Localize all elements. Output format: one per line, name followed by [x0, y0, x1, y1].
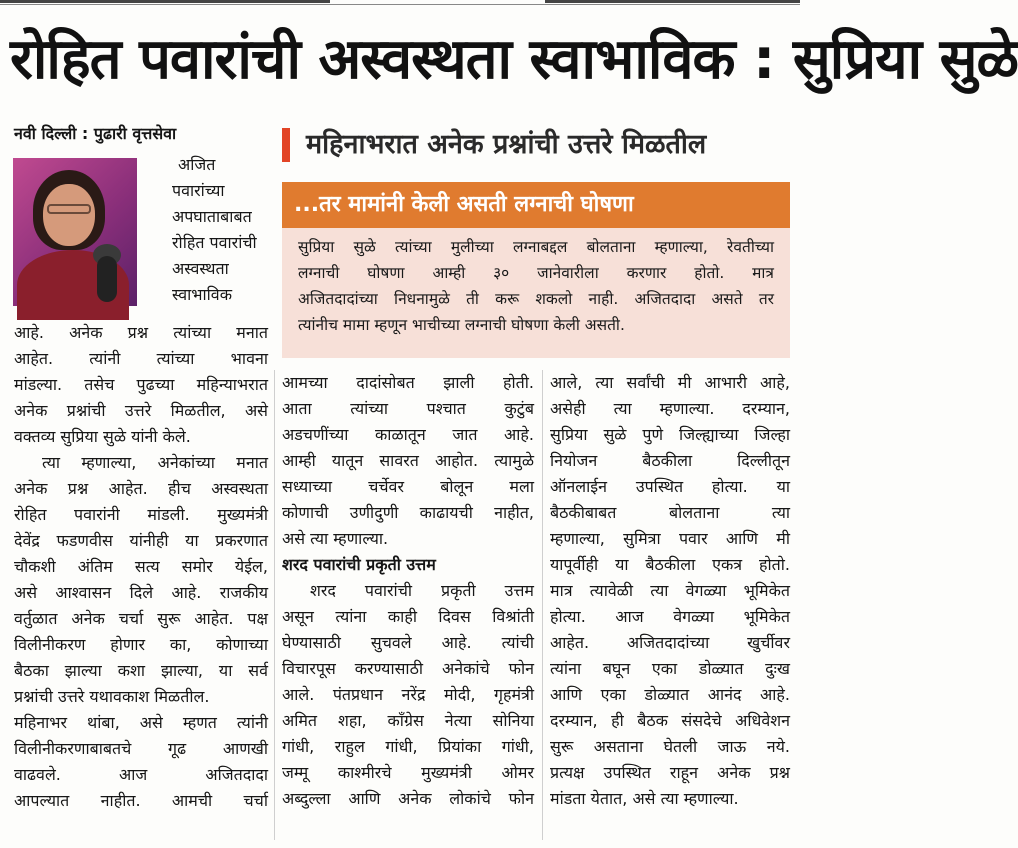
column-2-line: आमच्या दादांसोबत झाली होती.: [282, 373, 534, 392]
column-3: [550, 370, 790, 812]
column-3-line: दरम्यान, ही बैठक संसदेचे अधिवेशन: [550, 711, 790, 730]
column-divider: [542, 370, 543, 840]
column-1-line: वाढवले. आज अजितदादा: [14, 765, 268, 784]
column-2-line: गांधी, राहुल गांधी, प्रियांका गांधी,: [282, 737, 534, 756]
inset-line: त्यांनीच मामा म्हणून भाचीच्या लग्नाची घोषणा केली असती.: [298, 316, 625, 334]
column-1-line: आहे. अनेक प्रश्न त्यांच्या मनात: [14, 323, 268, 342]
speaker-photo: [13, 158, 137, 306]
column-1-line: विलीनीकरण होणार का, कोणाच्या: [14, 635, 268, 654]
column-3-line: प्रत्यक्ष उपस्थित राहून अनेक प्रश्न: [550, 763, 790, 782]
column-2-line: जम्मू काश्मीरचे मुख्यमंत्री ओमर: [282, 763, 534, 782]
column-1-line: आहेत. त्यांनी त्यांच्या भावना: [14, 349, 268, 368]
column-1-line: विलीनीकरणाबाबतचे गूढ आणखी: [14, 739, 268, 758]
inset-line: अजितदादांच्या निधनामुळे ती करू शकलो नाही. अजितदादा असते तर: [298, 290, 774, 308]
column-3-line: असेही त्या म्हणाल्या. दरम्यान,: [550, 399, 790, 418]
column-3-line: आणि एका डोळ्यात आनंद आहे.: [550, 685, 790, 704]
column-2-line: अडचणींच्या काळातून जात आहे.: [282, 425, 534, 444]
inset-line: सुप्रिया सुळे त्यांच्या मुलीच्या लग्नाबद्दल बोलताना म्हणाल्या, रेवतीच्या: [298, 238, 774, 256]
column-3-line: आले, त्या सर्वांची मी आभारी आहे,: [550, 373, 790, 392]
column-2-line: विचारपूस करण्यासाठी अनेकांचे फोन: [282, 659, 534, 678]
subhead-text: महिनाभरात अनेक प्रश्नांची उत्तरे मिळतील: [306, 129, 707, 160]
intro-text: [172, 152, 268, 308]
headline: रोहित पवारांची अस्वस्थता स्वाभाविक : सुप्रिया सुळे: [10, 27, 1018, 92]
column-3-line: मांडता येतात, असे त्या म्हणाल्या.: [550, 789, 739, 808]
intro-line: पवारांच्या: [172, 181, 225, 200]
inset-box: [282, 182, 790, 358]
column-1-line: अनेक प्रश्न आहेत. हीच अस्वस्थता: [14, 479, 268, 498]
column-2-line: सध्याच्या चर्चेवर बोलून मला: [282, 477, 534, 496]
column-2-line: आले. पंतप्रधान नरेंद्र मोदी, गृहमंत्री: [282, 685, 534, 704]
column-1-line: प्रश्नांची उत्तरे यथावकाश मिळतील.: [14, 687, 210, 706]
intro-line: अस्वस्थता: [172, 259, 229, 278]
column-divider: [274, 370, 275, 840]
column-3-line: त्यांना बघून एका डोळ्यात दुःख: [550, 659, 790, 678]
column-1: [14, 320, 268, 814]
column-2-line: अब्दुल्ला आणि अनेक लोकांचे फोन: [282, 789, 534, 808]
intro-line: अपघाताबाबत: [172, 207, 252, 226]
column-1-line: मांडल्या. तसेच पुढच्या महिन्याभरात: [14, 375, 268, 394]
column-3-line: म्हणाल्या, सुमित्रा पवार आणि मी: [550, 529, 790, 548]
column-1-line: बैठका झाल्या कशा झाल्या, या सर्व: [14, 661, 268, 680]
column-2-line: असे त्या म्हणाल्या.: [282, 529, 389, 548]
column-3-line: सुप्रिया सुळे पुणे जिल्ह्याच्या जिल्हा: [550, 425, 790, 444]
column-1-line: देवेंद्र फडणवीस यांनीही या प्रकरणात: [14, 531, 268, 550]
intro-line: अजित: [178, 155, 216, 174]
intro-line: स्वाभाविक: [172, 285, 232, 304]
column-3-line: नियोजन बैठकीला दिल्लीतून: [550, 451, 790, 470]
column-1-line: चौकशी अंतिम सत्य समोर येईल,: [14, 557, 268, 576]
column-1-line: असे आश्वासन दिले आहे. राजकीय: [14, 583, 268, 602]
column-1-line: महिनाभर थांबा, असे म्हणत त्यांनी: [14, 713, 268, 732]
column-2: [282, 370, 534, 812]
intro-line: रोहित पवारांची: [172, 233, 257, 252]
section-heading: शरद पवारांची प्रकृती उत्तम: [282, 555, 436, 574]
column-2-line: अमित शहा, काँग्रेस नेत्या सोनिया: [282, 711, 534, 730]
column-3-line: होत्या. आज वेगळ्या भूमिकेत: [550, 607, 790, 626]
column-3-line: बैठकीबाबत बोलताना त्या: [550, 503, 790, 522]
column-3-line: मात्र त्यावेळी त्या वेगळ्या भूमिकेत: [550, 581, 790, 600]
column-3-line: सुरू असताना घेतली जाऊ नये.: [550, 737, 790, 756]
column-1-line: रोहित पवारांनी मांडली. मुख्यमंत्री: [14, 505, 268, 524]
inset-heading: ...तर मामांनी केली असती लग्नाची घोषणा: [282, 182, 790, 228]
column-2-line: आम्ही यातून सावरत आहोत. त्यामुळे: [282, 451, 534, 470]
top-rule-left: [0, 0, 330, 3]
top-rule: [0, 4, 800, 5]
column-2-line: असून त्यांना काही दिवस विश्रांती: [282, 607, 534, 626]
column-2-line: शरद पवारांची प्रकृती उत्तम: [310, 581, 534, 600]
inset-line: लग्नाची घोषणा आम्ही ३० जानेवारीला करणार होतो. मात्र: [298, 264, 774, 282]
column-3-line: ऑनलाईन उपस्थित होत्या. या: [550, 477, 790, 496]
column-1-line: आपल्यात नाहीत. आमची चर्चा: [14, 791, 268, 810]
column-2-line: आता त्यांच्या पश्चात कुटुंब: [282, 399, 534, 418]
column-2-line: घेण्यासाठी सुचवले आहे. त्यांची: [282, 633, 534, 652]
column-1-line: त्या म्हणाल्या, अनेकांच्या मनात: [42, 453, 268, 472]
column-3-line: यापूर्वीही या बैठकीला एकत्र होतो.: [550, 555, 790, 574]
byline: नवी दिल्ली : पुढारी वृत्तसेवा: [14, 124, 177, 143]
top-rule-right: [545, 0, 800, 3]
column-3-line: आहेत. अजितदादांच्या खुर्चीवर: [550, 633, 790, 652]
column-1-line: वक्तव्य सुप्रिया सुळे यांनी केले.: [14, 427, 191, 446]
column-1-line: अनेक प्रश्नांची उत्तरे मिळतील, असे: [14, 401, 268, 420]
column-2-line: कोणाची उणीदुणी काढायची नाहीत,: [282, 503, 534, 522]
inset-body: [298, 234, 774, 338]
subhead-accent-bar: [282, 128, 290, 162]
column-1-line: वर्तुळात अनेक चर्चा सुरू आहेत. पक्ष: [14, 609, 268, 628]
subheadline: [282, 120, 790, 170]
